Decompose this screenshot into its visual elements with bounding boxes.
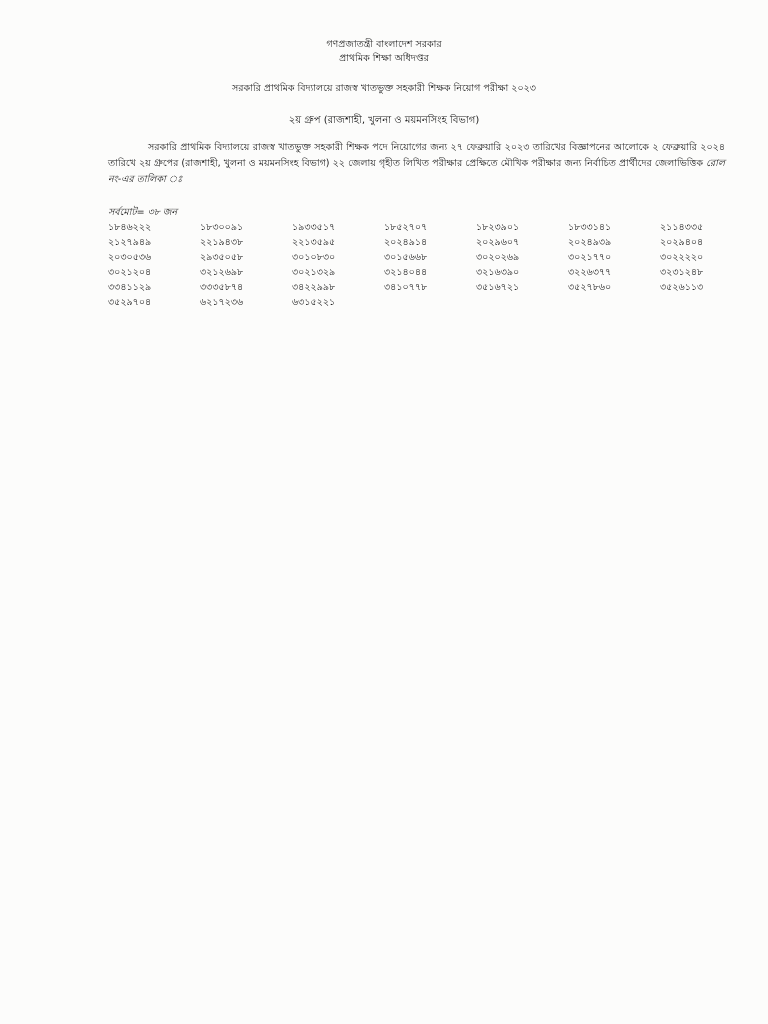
roll-number: ৩৩৩৫৮৭৪ [200,282,244,293]
roll-number: ৩২১২৬৯৮ [200,267,244,278]
roll-number: ৩৪২২৯৯৮ [292,282,336,293]
roll-number: ৩৫২৭৮৬০ [568,282,612,293]
directorate-heading: প্রাথমিক শিক্ষা অধিদপ্তর [339,53,429,64]
roll-number: ৩৫১৬৭২১ [476,282,520,293]
roll-number: ৩৫২৯৭০৪ [108,297,152,308]
roll-number: ২০৩০৫৩৬ [108,252,152,263]
roll-number: ৩০১০৮৩০ [292,252,336,263]
group-title: ২য় গ্রুপ (রাজশাহী, খুলনা ও ময়মনসিংহ বিভাগ) [288,115,480,126]
roll-number: ২০২৯৪০৪ [660,237,704,248]
roll-number: ২০২৯৬০৭ [476,237,520,248]
roll-number: ৩০২১৭৭০ [568,252,612,263]
roll-number: ২০২৪৯৩৯ [568,237,612,248]
roll-number: ১৮৩০০৯১ [200,222,244,233]
total-count: সর্বমোট= ৩৮ জন [108,207,178,218]
roll-number: ৩০২১২০৪ [108,267,152,278]
roll-number: ৩২২৬৩৭৭ [568,267,612,278]
roll-number: ২২১৩৫৯৫ [292,237,336,248]
roll-number: ৩২১৬৩৯০ [476,267,520,278]
notice-text: সরকারি প্রাথমিক বিদ্যালয়ে রাজস্ব খাতভুক্ত সহকারী শিক্ষক পদে নিয়োগের জন্য ২৭ ফেব্রুয়ারি ২০২৩ তারিখের বিজ্ঞাপনের আলোকে ২ ফেব্রুয়ারি ২০২৪ তারিখে ২য় গ্রুপের (রাজশাহী, খুলনা ও ময়মনসিংহ বিভাগ) ২২ জেলায় গৃহীত লিখিত পরীক্ষার প্রেক্ষিতে মৌখিক পরীক্ষার জন্য নির্বাচিত প্রার্থীদের জেলাভিত্তিক [108,142,725,169]
government-heading: গণপ্রজাতন্ত্রী বাংলাদেশ সরকার [326,39,442,50]
roll-number: ২১২৭৯৪৯ [108,237,152,248]
roll-number: ৬২১৭২৩৬ [200,297,244,308]
roll-number: ৩০২০২৬৯ [476,252,520,263]
roll-number: ৩০২২২২০ [660,252,704,263]
roll-number-list [108,221,752,311]
roll-number: ৩৪১০৭৭৮ [384,282,428,293]
roll-number: ১৮২৩৯০১ [476,222,520,233]
roll-number: ৩৩৪১১২৯ [108,282,152,293]
roll-number: ৩২১৪০৪৪ [384,267,428,278]
roll-number: ৩০১৫৬৬৮ [384,252,428,263]
notice-emphasis: রোল নং-এর তালিকা ঃ [108,158,725,185]
notice-paragraph [108,140,725,188]
roll-number: ৩২৩১২৪৮ [660,267,704,278]
roll-number: ২০২৪৯১৪ [384,237,428,248]
roll-number: ১৮৪৬২২২ [108,222,152,233]
roll-number: ২১১৪৩৩৫ [660,222,704,233]
roll-number: ৩০২১৩২৯ [292,267,336,278]
roll-number: ১৮৩৩১৪১ [568,222,612,233]
roll-number: ২৯৩৫০৫৮ [200,252,244,263]
roll-number: ৩৫২৬১১৩ [660,282,704,293]
exam-title: সরকারি প্রাথমিক বিদ্যালয়ে রাজস্ব খাতভুক্ত সহকারী শিক্ষক নিয়োগ পরীক্ষা ২০২৩ [232,83,536,94]
roll-number: ২২১৯৪৩৮ [200,237,244,248]
roll-number: ১৯৩৩৫১৭ [292,222,336,233]
roll-number: ৬৩১৫২২১ [292,297,336,308]
roll-number: ১৮৫২৭০৭ [384,222,428,233]
